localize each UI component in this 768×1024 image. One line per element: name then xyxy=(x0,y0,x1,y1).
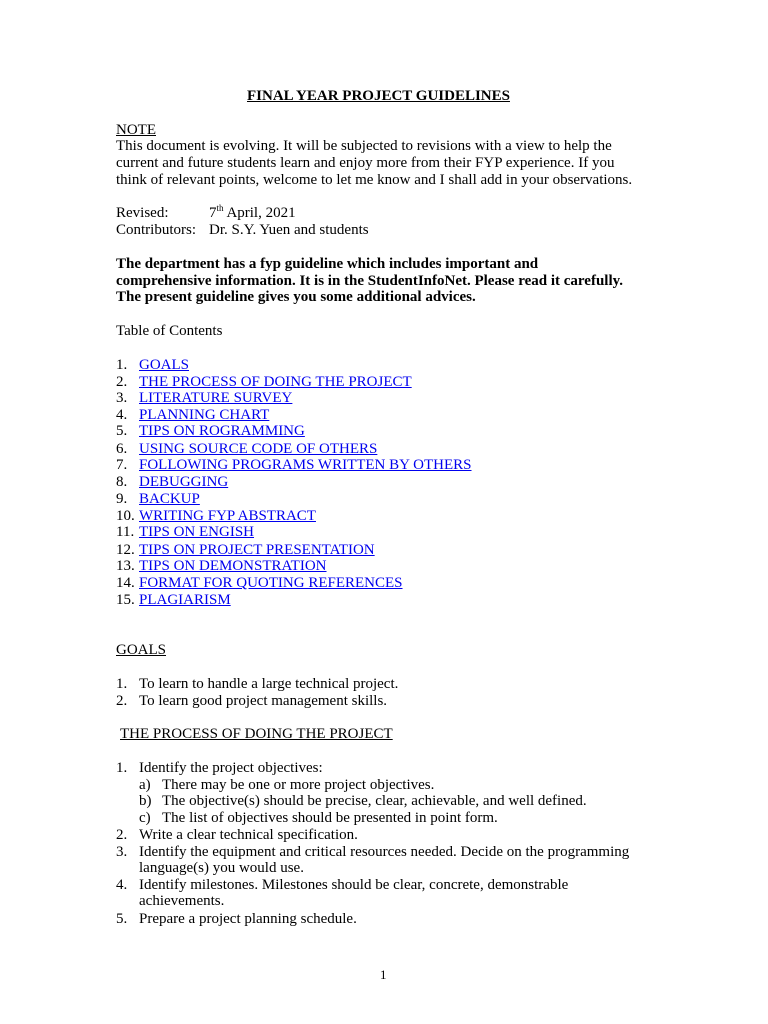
note-line: think of relevant points, welcome to let me know and I shall add in your observations. xyxy=(116,172,633,188)
toc-link-goals[interactable]: GOALS xyxy=(139,357,190,373)
toc-link-literature-survey[interactable]: LITERATURE SURVEY xyxy=(139,390,293,406)
toc-link-abstract[interactable]: WRITING FYP ABSTRACT xyxy=(139,508,316,524)
process-item-text-cont: language(s) you would use. xyxy=(139,860,304,876)
bold-notice-line: The present guideline gives you some additional advices. xyxy=(116,289,476,305)
document-title: FINAL YEAR PROJECT GUIDELINES xyxy=(247,88,510,104)
note-line: current and future students learn and enjoy more from their FYP experience. If you xyxy=(116,155,615,171)
toc-item-num: 6. xyxy=(116,441,128,457)
process-item-text: Write a clear technical specification. xyxy=(139,827,358,843)
goals-item-num: 2. xyxy=(116,693,128,709)
note-heading: NOTE xyxy=(116,122,156,138)
toc-link-backup[interactable]: BACKUP xyxy=(139,491,200,507)
process-subitem-num: c) xyxy=(139,810,151,826)
toc-item-num: 1. xyxy=(116,357,128,373)
process-subitem-text: The objective(s) should be precise, clear, achievable, and well defined. xyxy=(162,793,587,809)
toc-item-num: 7. xyxy=(116,457,128,473)
toc-item-num: 8. xyxy=(116,474,128,490)
contributors-label: Contributors: xyxy=(116,222,197,238)
process-subitem-num: b) xyxy=(139,793,152,809)
process-item-text: Identify the project objectives: xyxy=(139,760,323,776)
revised-month-year: April, 2021 xyxy=(223,205,296,221)
goals-item-num: 1. xyxy=(116,676,128,692)
toc-link-planning-chart[interactable]: PLANNING CHART xyxy=(139,407,270,423)
contributors-value: Dr. S.Y. Yuen and students xyxy=(209,222,369,238)
bold-notice-line: The department has a fyp guideline which includes important and xyxy=(116,256,539,272)
toc-item-num: 12. xyxy=(116,542,135,558)
note-line: This document is evolving. It will be subjected to revisions with a view to help the xyxy=(116,138,612,154)
page-number: 1 xyxy=(380,967,387,982)
toc-item-num: 9. xyxy=(116,491,128,507)
revised-day-suffix: th xyxy=(216,203,224,213)
toc-link-source-code[interactable]: USING SOURCE CODE OF OTHERS xyxy=(139,441,378,457)
process-item-text: Identify the equipment and critical resources needed. Decide on the programming xyxy=(139,844,630,860)
process-item-num: 2. xyxy=(116,827,128,843)
goals-item-text: To learn to handle a large technical project. xyxy=(139,676,399,692)
process-item-num: 5. xyxy=(116,911,128,927)
toc-item-num: 3. xyxy=(116,390,128,406)
goals-item-text: To learn good project management skills. xyxy=(139,693,388,709)
toc-link-demonstration[interactable]: TIPS ON DEMONSTRATION xyxy=(139,558,327,574)
revised-day: 7 xyxy=(209,205,217,221)
process-item-text: Identify milestones. Milestones should be clear, concrete, demonstrable xyxy=(139,877,569,893)
toc-link-english[interactable]: TIPS ON ENGISH xyxy=(139,524,255,540)
process-subitem-num: a) xyxy=(139,777,151,793)
toc-item-num: 2. xyxy=(116,374,128,390)
toc-link-references[interactable]: FORMAT FOR QUOTING REFERENCES xyxy=(139,575,403,591)
toc-item-num: 11. xyxy=(116,524,135,540)
toc-link-plagiarism[interactable]: PLAGIARISM xyxy=(139,592,231,608)
process-subitem-text: There may be one or more project objectives. xyxy=(162,777,435,793)
toc-link-tips-programming[interactable]: TIPS ON ROGRAMMING xyxy=(139,423,305,439)
process-heading: THE PROCESS OF DOING THE PROJECT xyxy=(120,726,393,742)
toc-heading: Table of Contents xyxy=(116,323,223,339)
toc-link-following-programs[interactable]: FOLLOWING PROGRAMS WRITTEN BY OTHERS xyxy=(139,457,472,473)
process-item-num: 3. xyxy=(116,844,128,860)
toc-item-num: 10. xyxy=(116,508,135,524)
toc-link-process[interactable]: THE PROCESS OF DOING THE PROJECT xyxy=(139,374,412,390)
toc-item-num: 4. xyxy=(116,407,128,423)
toc-item-num: 13. xyxy=(116,558,135,574)
toc-link-presentation[interactable]: TIPS ON PROJECT PRESENTATION xyxy=(139,542,375,558)
process-item-text: Prepare a project planning schedule. xyxy=(139,911,357,927)
goals-heading: GOALS xyxy=(116,642,167,658)
toc-item-num: 15. xyxy=(116,592,135,608)
process-item-num: 1. xyxy=(116,760,128,776)
revised-label: Revised: xyxy=(116,205,169,221)
process-subitem-text: The list of objectives should be presented in point form. xyxy=(162,810,498,826)
process-item-num: 4. xyxy=(116,877,128,893)
process-item-text-cont: achievements. xyxy=(139,893,225,909)
revised-date xyxy=(209,205,296,222)
bold-notice-line: comprehensive information. It is in the StudentInfoNet. Please read it carefully. xyxy=(116,273,624,289)
toc-item-num: 14. xyxy=(116,575,135,591)
toc-item-num: 5. xyxy=(116,423,128,439)
toc-link-debugging[interactable]: DEBUGGING xyxy=(139,474,229,490)
